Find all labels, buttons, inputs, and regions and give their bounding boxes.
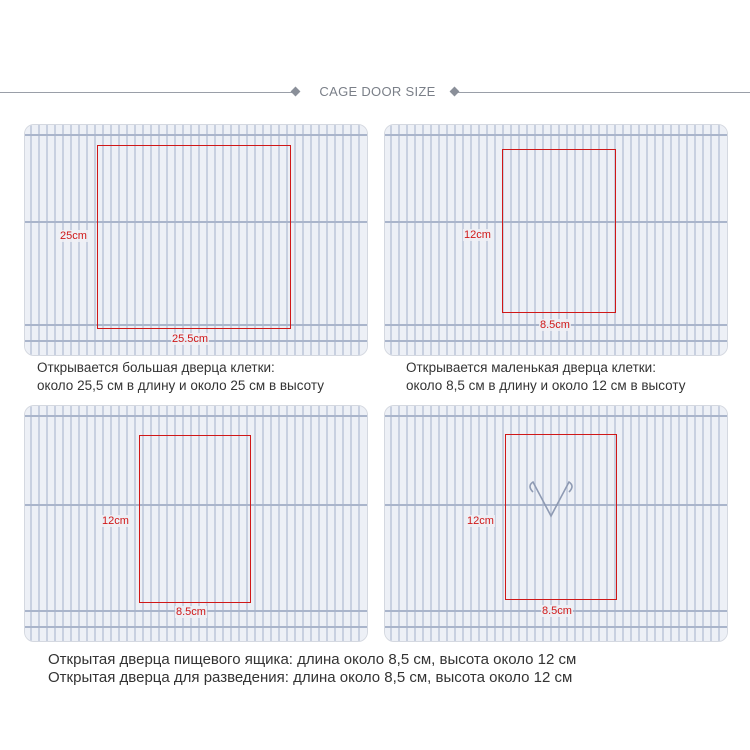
section-title: CAGE DOOR SIZE bbox=[319, 84, 436, 99]
caption-breeding-door: Открытая дверца для разведения: длина около 8,5 см, высота около 12 см bbox=[48, 669, 573, 686]
diamond-left-icon bbox=[291, 87, 301, 97]
door-outline bbox=[139, 435, 251, 603]
caption-big-door-line2: около 25,5 см в длину и около 25 см в высоту bbox=[37, 378, 324, 393]
height-dimension-label: 12cm bbox=[467, 515, 494, 527]
caption-big-door-line1: Открывается большая дверца клетки: bbox=[37, 360, 275, 375]
door-outline bbox=[97, 145, 291, 329]
height-dimension-label: 12cm bbox=[464, 229, 491, 241]
width-dimension-label: 25.5cm bbox=[172, 333, 209, 345]
door-outline bbox=[502, 149, 616, 313]
photo-food-box-door bbox=[24, 405, 368, 642]
photo-small-door bbox=[384, 124, 728, 356]
height-dimension-label: 12cm bbox=[102, 515, 129, 527]
width-dimension-label: 8.5cm bbox=[542, 605, 572, 617]
width-dimension-label: 8.5cm bbox=[176, 606, 206, 618]
caption-food-box-door: Открытая дверца пищевого ящика: длина около 8,5 см, высота около 12 см bbox=[48, 651, 577, 668]
caption-small-door-line1: Открывается маленькая дверца клетки: bbox=[406, 360, 656, 375]
photo-breeding-door bbox=[384, 405, 728, 642]
width-dimension-label: 8.5cm bbox=[540, 319, 570, 331]
header-divider-right bbox=[458, 92, 750, 93]
caption-small-door-line2: около 8,5 см в длину и около 12 см в высоту bbox=[406, 378, 686, 393]
door-outline bbox=[505, 434, 617, 600]
photo-big-door bbox=[24, 124, 368, 356]
header-divider-left bbox=[0, 92, 295, 93]
height-dimension-label: 25cm bbox=[60, 230, 87, 242]
